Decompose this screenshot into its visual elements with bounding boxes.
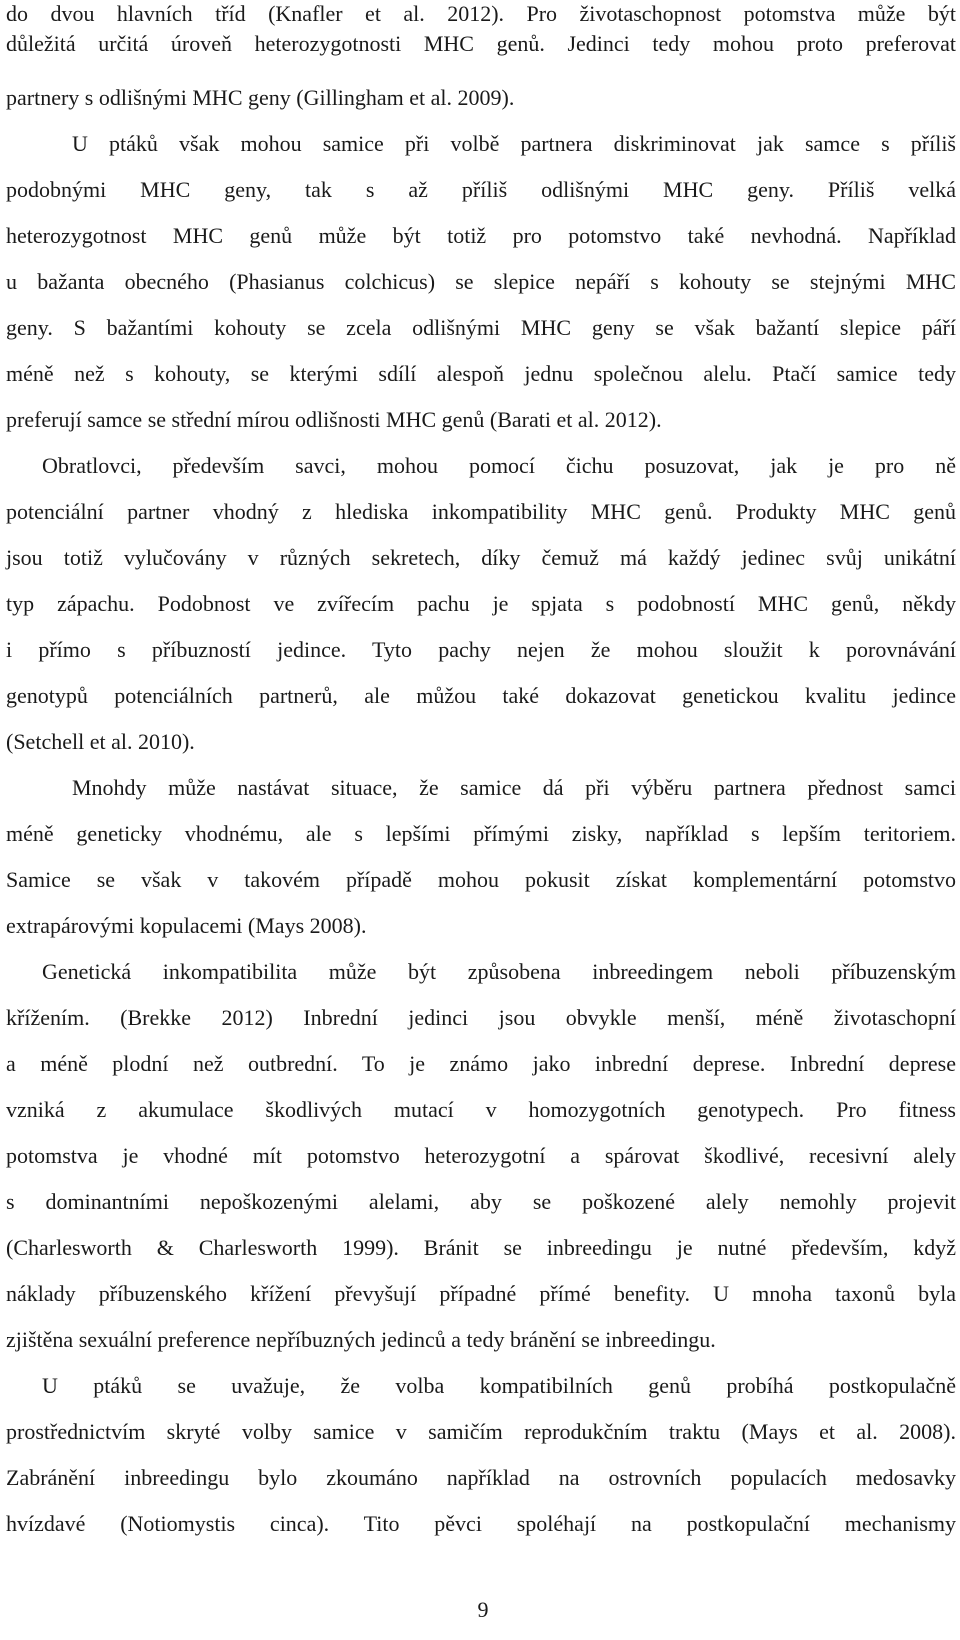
text-line-15: i přímo s příbuzností jedince. Tyto pachy nejen že mohou sloužit k porovnávání (6, 637, 956, 662)
text-line-9: méně než s kohouty, se kterými sdílí alespoň jednu společnou alelu. Ptačí samice tedy (6, 361, 956, 386)
text-line-12: potenciální partner vhodný z hlediska inkompatibility MHC genů. Produkty MHC genů (6, 499, 956, 524)
text-line-26: potomstva je vhodné mít potomstvo heterozygotní a spárovat škodlivé, recesivní alely (6, 1143, 956, 1168)
text-line-4: U ptáků však mohou samice při volbě partnera diskriminovat jak samce s příliš (72, 131, 956, 156)
text-line-7: u bažanta obecného (Phasianus colchicus) se slepice nepáří s kohouty se stejnými MHC (6, 269, 956, 294)
text-line-8: geny. S bažantími kohouty se zcela odlišnými MHC geny se však bažantí slepice páří (6, 315, 956, 340)
text-line-34: hvízdavé (Notiomystis cinca). Tito pěvci spoléhají na postkopulační mechanismy (6, 1511, 956, 1536)
text-line-17: (Setchell et al. 2010). (6, 729, 195, 754)
text-line-18: Mnohdy může nastávat situace, že samice dá při výběru partnera přednost samci (72, 775, 956, 800)
text-line-11: Obratlovci, především savci, mohou pomocí čichu posuzovat, jak je pro ně (42, 453, 956, 478)
text-line-1: do dvou hlavních tříd (Knafler et al. 2012). Pro životaschopnost potomstva může být (6, 1, 956, 26)
text-line-5: podobnými MHC geny, tak s až příliš odlišnými MHC geny. Příliš velká (6, 177, 956, 202)
text-line-16: genotypů potenciálních partnerů, ale můžou také dokazovat genetickou kvalitu jedince (6, 683, 956, 708)
text-line-6: heterozygotnost MHC genů může být totiž pro potomstvo také nevhodná. Například (6, 223, 956, 248)
text-line-25: vzniká z akumulace škodlivých mutací v homozygotních genotypech. Pro fitness (6, 1097, 956, 1122)
text-line-32: prostřednictvím skryté volby samice v samičím reprodukčním traktu (Mays et al. 2008). (6, 1419, 956, 1444)
text-line-24: a méně plodní než outbrední. To je známo jako inbrední deprese. Inbrední deprese (6, 1051, 956, 1076)
text-line-19: méně geneticky vhodnému, ale s lepšími přímými zisky, například s lepším teritoriem. (6, 821, 956, 846)
text-line-21: extrapárovými kopulacemi (Mays 2008). (6, 913, 367, 938)
text-line-20: Samice se však v takovém případě mohou pokusit získat komplementární potomstvo (6, 867, 956, 892)
text-line-13: jsou totiž vylučovány v různých sekretech, díky čemuž má každý jedinec svůj unikátní (6, 545, 956, 570)
text-line-2: důležitá určitá úroveň heterozygotnosti MHC genů. Jedinci tedy mohou proto preferovat (6, 31, 956, 56)
text-line-30: zjištěna sexuální preference nepříbuzných jedinců a tedy bránění se inbreedingu. (6, 1327, 716, 1352)
text-line-10: preferují samce se střední mírou odlišnosti MHC genů (Barati et al. 2012). (6, 407, 662, 432)
text-line-31: U ptáků se uvažuje, že volba kompatibilních genů probíhá postkopulačně (42, 1373, 956, 1398)
document-page (6, 0, 960, 1640)
text-line-27: s dominantními nepoškozenými alelami, aby se poškozené alely nemohly projevit (6, 1189, 956, 1214)
text-line-28: (Charlesworth & Charlesworth 1999). Bránit se inbreedingu je nutné především, když (6, 1235, 956, 1260)
text-line-3: partnery s odlišnými MHC geny (Gillingham et al. 2009). (6, 85, 515, 110)
text-line-29: náklady příbuzenského křížení převyšují případné přímé benefity. U mnoha taxonů byla (6, 1281, 956, 1306)
text-line-33: Zabránění inbreedingu bylo zkoumáno například na ostrovních populacích medosavky (6, 1465, 956, 1490)
text-line-22: Genetická inkompatibilita může být způsobena inbreedingem neboli příbuzenským (42, 959, 956, 984)
text-line-23: křížením. (Brekke 2012) Inbrední jedinci jsou obvykle menší, méně životaschopní (6, 1005, 956, 1030)
page-number: 9 (477, 1597, 489, 1622)
text-line-14: typ zápachu. Podobnost ve zvířecím pachu je spjata s podobností MHC genů, někdy (6, 591, 956, 616)
